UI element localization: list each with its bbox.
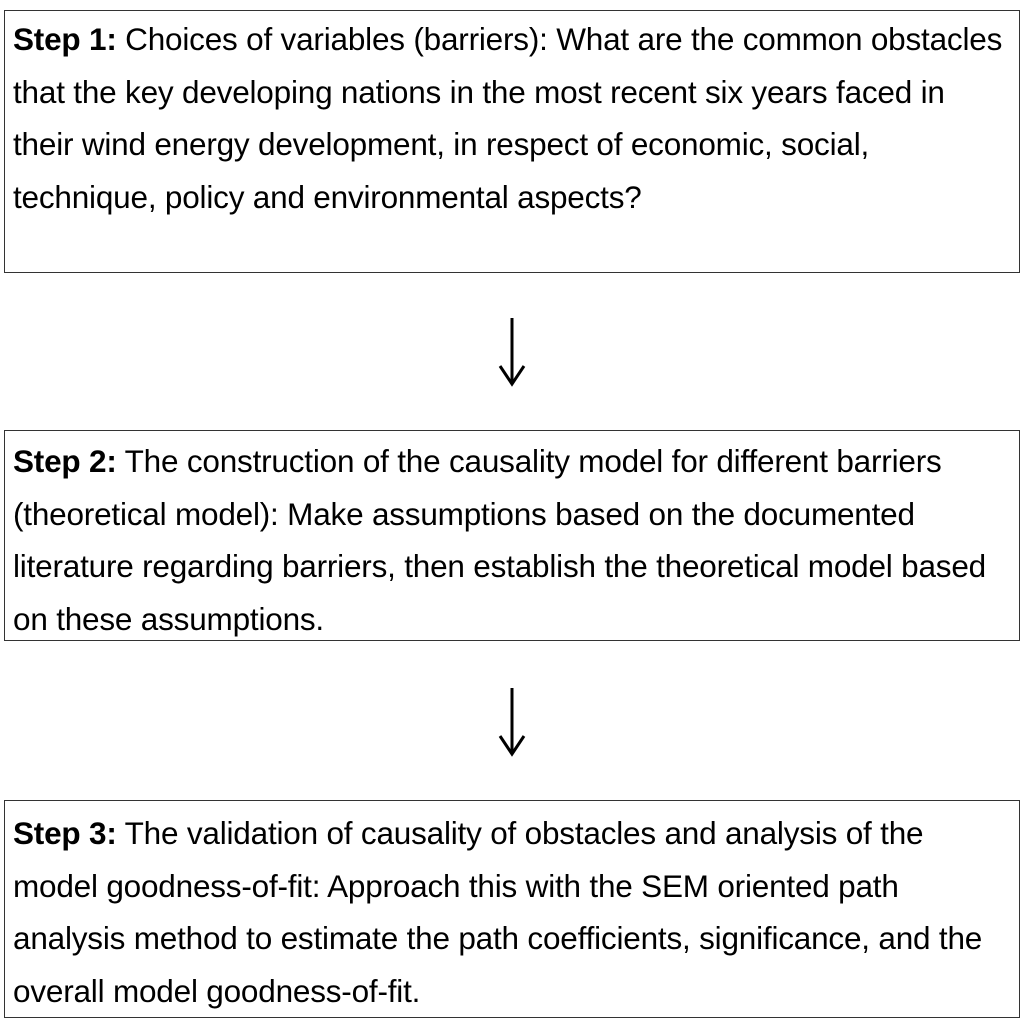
step-3-label: Step 3: [13, 815, 117, 851]
down-arrow-icon [497, 686, 527, 758]
step-2-label: Step 2: [13, 443, 117, 479]
step-3-text: The validation of causality of obstacles and analysis of the model goodness-of-fit: Approach this with the SEM oriented path analysis method to estimate the path coefficients, significance, and the overall model goodness-of-fit. [13, 815, 983, 1009]
step-3-box [4, 800, 1020, 1018]
step-2-text: The construction of the causality model for different barriers (theoretical model): Make assumptions based on the documented literature regarding barriers, then establish the theoretical model based on these assumptions. [13, 443, 986, 637]
down-arrow-icon [497, 316, 527, 388]
step-2-box [4, 430, 1020, 641]
step-1-text: Choices of variables (barriers): What are the common obstacles that the key developing nations in the most recent six years faced in their wind energy development, in respect of economic, social, technique, policy and environmental aspects? [13, 21, 1003, 215]
step-1-box [4, 10, 1020, 273]
step-1-label: Step 1: [13, 21, 117, 57]
